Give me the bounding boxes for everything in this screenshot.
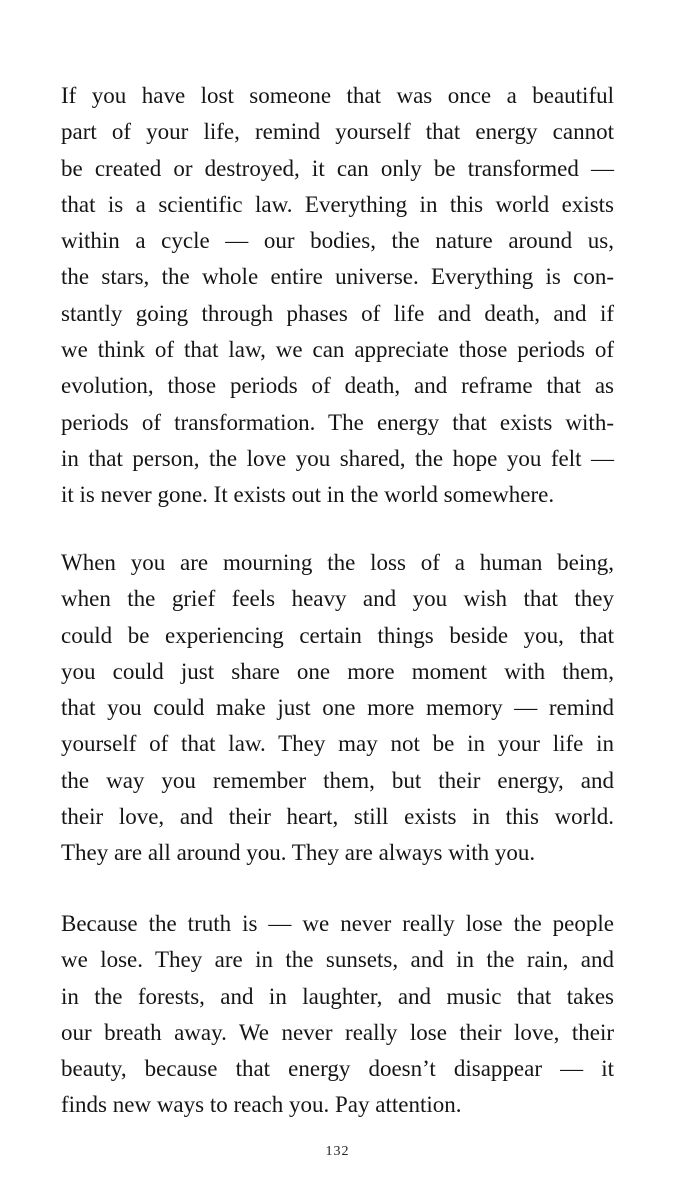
text-line: the way you remember them, but their energy, and <box>61 767 614 793</box>
text-line: They are all around you. They are always with you. <box>61 840 536 866</box>
text-line: evolution, those periods of death, and reframe that as <box>61 373 614 399</box>
page-number: 132 <box>325 1144 350 1159</box>
text-line: Because the truth is — we never really lose the people <box>61 911 614 936</box>
text-line: finds new ways to reach you. Pay attention. <box>61 1092 462 1118</box>
text-line: be created or destroyed, it can only be transformed — <box>61 155 614 181</box>
text-line: you could just share one more moment with them, <box>61 658 614 684</box>
text-line: that you could make just one more memory — remind <box>61 695 614 721</box>
text-line: part of your life, remind yourself that energy cannot <box>61 119 614 145</box>
text-line: If you have lost someone that was once a beautiful <box>61 83 614 108</box>
text-line: it is never gone. It exists out in the world somewhere. <box>61 482 555 508</box>
text-line: periods of transformation. The energy that exists with- <box>61 409 614 435</box>
paragraph-3 <box>61 906 614 1124</box>
text-line: stantly going through phases of life and death, and if <box>61 300 614 326</box>
text-line: beauty, because that energy doesn’t disappear — it <box>61 1056 614 1082</box>
text-line: When you are mourning the loss of a human being, <box>61 550 614 575</box>
text-line: yourself of that law. They may not be in your life in <box>61 731 614 757</box>
text-line: could be experiencing certain things beside you, that <box>61 622 614 648</box>
paragraph-1 <box>61 78 614 514</box>
text-line: in the forests, and in laughter, and music that takes <box>61 983 614 1009</box>
text-line: our breath away. We never really lose their love, their <box>61 1019 614 1045</box>
text-line: we think of that law, we can appreciate those periods of <box>61 337 614 363</box>
text-line: when the grief feels heavy and you wish that they <box>61 586 614 612</box>
text-line: we lose. They are in the sunsets, and in the rain, and <box>61 947 614 973</box>
text-line: their love, and their heart, still exists in this world. <box>61 804 614 830</box>
text-line: the stars, the whole entire universe. Everything is con- <box>61 264 614 290</box>
text-line: in that person, the love you shared, the hope you felt — <box>61 445 614 471</box>
paragraph-2 <box>61 545 614 872</box>
text-line: within a cycle — our bodies, the nature around us, <box>61 228 614 254</box>
text-line: that is a scientific law. Everything in this world exists <box>61 191 614 217</box>
